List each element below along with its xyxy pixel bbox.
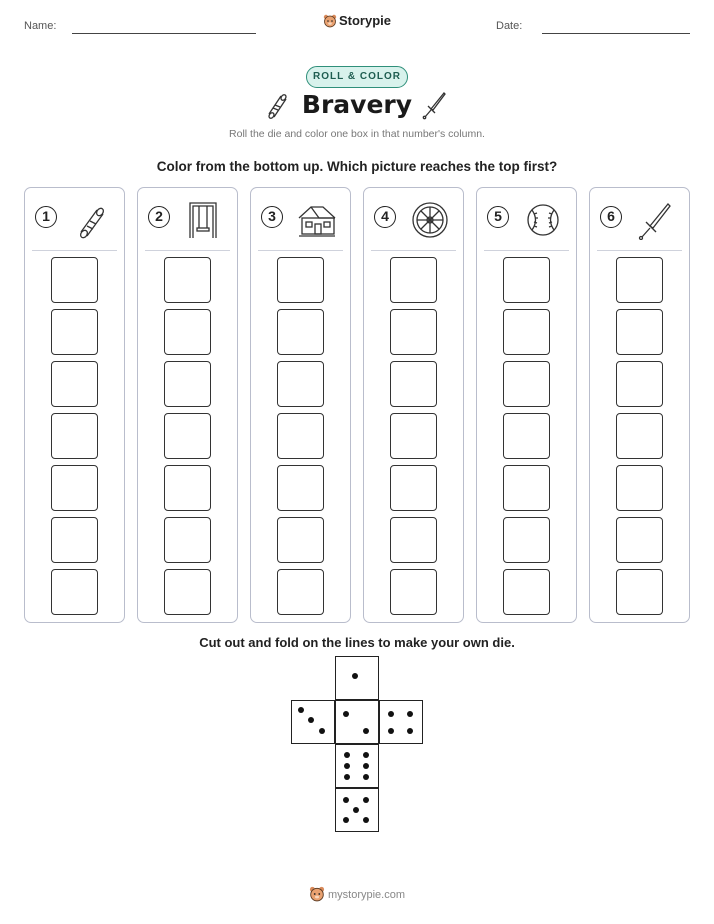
house-icon [297, 200, 337, 245]
color-box[interactable] [51, 569, 98, 615]
die-pip [298, 707, 304, 713]
die-pip [343, 817, 349, 823]
color-box[interactable] [616, 569, 663, 615]
color-box[interactable] [503, 309, 550, 355]
color-box[interactable] [277, 465, 324, 511]
footer-site: mystorypie.com [327, 889, 406, 901]
brand-name: Storypie [338, 13, 391, 28]
color-box[interactable] [616, 257, 663, 303]
column-6 [589, 187, 690, 623]
die-pip [343, 797, 349, 803]
color-box[interactable] [503, 517, 550, 563]
sword-icon [636, 200, 676, 245]
color-box[interactable] [503, 569, 550, 615]
color-box[interactable] [277, 309, 324, 355]
color-box[interactable] [51, 517, 98, 563]
die-pip [388, 711, 394, 717]
color-box[interactable] [51, 413, 98, 459]
subtitle: Roll the die and color one box in that number's column. [229, 128, 485, 140]
die-pip [353, 807, 359, 813]
color-box[interactable] [390, 309, 437, 355]
die-pip [407, 728, 413, 734]
color-box[interactable] [277, 569, 324, 615]
scroll-icon [71, 200, 111, 245]
color-box[interactable] [390, 465, 437, 511]
color-box[interactable] [390, 257, 437, 303]
color-box[interactable] [164, 309, 211, 355]
color-box[interactable] [616, 465, 663, 511]
baseball-icon [523, 200, 563, 245]
die-instructions: Cut out and fold on the lines to make your own die. [199, 635, 515, 650]
footer [0, 886, 714, 905]
die-pip [407, 711, 413, 717]
brand-logo [0, 13, 714, 31]
column-5 [476, 187, 577, 623]
color-box[interactable] [616, 517, 663, 563]
color-box[interactable] [277, 361, 324, 407]
die-face-2 [335, 700, 379, 744]
die-pip [319, 728, 325, 734]
color-box[interactable] [390, 361, 437, 407]
swing-icon [184, 200, 224, 245]
die-pip [344, 752, 350, 758]
instruction: Color from the bottom up. Which picture reaches the top first? [156, 159, 558, 174]
die-pip [363, 752, 369, 758]
color-box[interactable] [51, 465, 98, 511]
color-box[interactable] [51, 309, 98, 355]
page-title: Bravery [301, 90, 413, 119]
color-box[interactable] [390, 569, 437, 615]
date-label: Date: [496, 20, 523, 32]
column-number: 2 [148, 206, 170, 228]
color-box[interactable] [277, 413, 324, 459]
name-line[interactable] [72, 33, 256, 34]
column-number: 1 [35, 206, 57, 228]
die-pip [363, 817, 369, 823]
die-face-5 [335, 788, 379, 832]
die-face-6 [335, 744, 379, 788]
column-number: 6 [600, 206, 622, 228]
die-pip [352, 673, 358, 679]
color-box[interactable] [164, 517, 211, 563]
color-box[interactable] [390, 517, 437, 563]
wheel-icon [410, 200, 450, 245]
name-label: Name: [24, 20, 57, 32]
column-number: 5 [487, 206, 509, 228]
roll-color-grid [24, 187, 690, 624]
color-box[interactable] [51, 361, 98, 407]
bear-icon [309, 886, 325, 905]
color-box[interactable] [164, 257, 211, 303]
color-box[interactable] [503, 413, 550, 459]
die-pip [343, 711, 349, 717]
column-2 [137, 187, 238, 623]
color-box[interactable] [277, 257, 324, 303]
sword-icon [422, 90, 448, 125]
color-box[interactable] [503, 361, 550, 407]
die-pip [308, 717, 314, 723]
die-face-4 [379, 700, 423, 744]
color-box[interactable] [51, 257, 98, 303]
die-pip [344, 763, 350, 769]
color-box[interactable] [503, 465, 550, 511]
color-box[interactable] [277, 517, 324, 563]
bear-icon [323, 14, 337, 31]
color-box[interactable] [164, 361, 211, 407]
die-pip [363, 763, 369, 769]
color-box[interactable] [390, 413, 437, 459]
column-4 [363, 187, 464, 623]
color-box[interactable] [616, 309, 663, 355]
activity-badge: ROLL & COLOR [306, 66, 408, 88]
column-number: 3 [261, 206, 283, 228]
color-box[interactable] [503, 257, 550, 303]
die-face-3 [291, 700, 335, 744]
date-line[interactable] [542, 33, 690, 34]
color-box[interactable] [616, 361, 663, 407]
color-box[interactable] [164, 465, 211, 511]
color-box[interactable] [164, 569, 211, 615]
column-number: 4 [374, 206, 396, 228]
die-pip [363, 728, 369, 734]
color-box[interactable] [164, 413, 211, 459]
die-pip [344, 774, 350, 780]
color-box[interactable] [616, 413, 663, 459]
column-3 [250, 187, 351, 623]
die-face-1 [335, 656, 379, 700]
die-pip [388, 728, 394, 734]
die-pip [363, 797, 369, 803]
die-pip [363, 774, 369, 780]
column-1 [24, 187, 125, 623]
